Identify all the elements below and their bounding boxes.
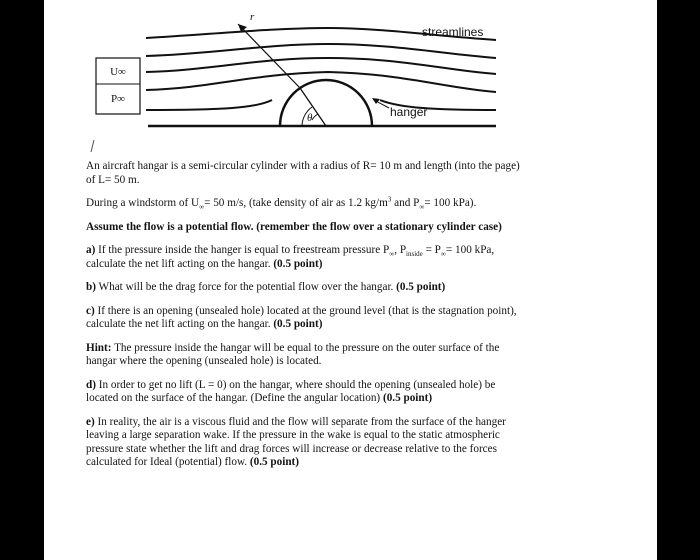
storm-text-c: and P [391,197,420,209]
hint-line-2: hangar where the opening (unsealed hole) is located. [86,355,322,367]
question-c-label: c) [86,304,95,317]
storm-text-d: = 100 kPa). [424,197,477,209]
question-e [86,416,642,470]
r-label: r [250,11,255,23]
question-e-points: (0.5 point) [249,456,300,468]
question-a-sub-1: ∞ [389,250,395,259]
question-c [86,305,642,332]
question-b-label: b) [86,281,96,293]
tick-mark [91,140,94,152]
storm-sub-2: ∞ [419,203,425,212]
question-b-text: What will be the drag force for the potential flow over the hangar. [95,281,397,293]
question-a-sub-3: ∞ [440,250,446,259]
hanger-label: hanger [390,105,428,119]
question-a-text-1: If the pressure inside the hanger is equal to freestream pressure P [95,244,390,256]
question-a-text-3: = P [422,244,441,256]
question-c-points: (0.5 point) [273,318,323,330]
hint-label: Hint: [86,341,112,354]
question-a-label: a) [86,244,96,256]
question-a-text-4: = 100 kPa, [445,244,495,256]
question-b [86,281,642,295]
question-e-line-3: pressure state whether the lift and drag forces will increase or decrease relative to the forces [86,442,497,455]
question-c-line-1: If there is an opening (unsealed hole) located at the ground level (that is the stagnation point), [94,304,517,317]
question-d-line-2: located on the surface of the hangar. (Define the angular location) [86,392,383,404]
assumption-text: Assume the flow is a potential flow. (remember the flow over a stationary cylinder case) [86,220,502,233]
question-d [86,379,642,406]
question-b-points: (0.5 point) [396,281,446,293]
question-e-line-4: calculated for Ideal (potential) flow. [86,456,250,468]
question-d-label: d) [86,378,96,391]
hint-line-1: The pressure inside the hangar will be equal to the pressure on the outer surface of the [111,341,500,354]
radius-line [300,88,326,126]
streamlines-label: streamlines [422,25,484,39]
problem-text [86,160,642,480]
streamline-5 [146,100,496,110]
hangar-shape [280,80,372,126]
question-d-points: (0.5 point) [382,392,433,404]
streamline-2 [146,44,496,58]
hint-paragraph [86,342,642,369]
question-a-sub-2: inside [406,250,423,259]
storm-sup: 3 [387,195,392,204]
question-e-label: e) [86,415,95,428]
question-a-text-2: , P [394,244,407,256]
theta-label: θ [307,112,313,124]
streamline-4 [146,72,496,92]
box-p-label: P∞ [111,93,125,105]
page [44,0,657,560]
question-a-points: (0.5 point) [273,257,323,270]
theta-arc [312,114,318,120]
intro-line-2: of L= 50 m. [86,173,140,186]
storm-text-a: During a windstorm of U [86,197,200,209]
intro-line-1: An aircraft hangar is a semi-circular cylinder with a radius of R= 10 m and length (into the page) [86,160,520,172]
question-e-line-2: leaving a large separation wake. If the pressure in the wake is equal to the static atmospheric [86,429,500,441]
assumption-paragraph [86,221,642,235]
question-a [86,244,642,271]
question-e-line-1: In reality, the air is a viscous fluid and the flow will separate from the surface of the hanger [94,415,506,428]
storm-text-b: = 50 m/s, (take density of air as 1.2 kg/m [204,197,388,209]
question-a-line-2: calculate the net lift acting on the hangar. [86,257,274,270]
storm-paragraph [86,197,642,211]
box-u-label: U∞ [110,66,126,78]
question-c-line-2: calculate the net lift acting on the hangar. [86,318,274,330]
storm-sub-1: ∞ [199,203,205,212]
question-d-line-1: In order to get no lift (L = 0) on the hangar, where should the opening (unsealed hole) be [95,378,496,391]
intro-paragraph [86,160,642,187]
flow-diagram [44,0,657,160]
